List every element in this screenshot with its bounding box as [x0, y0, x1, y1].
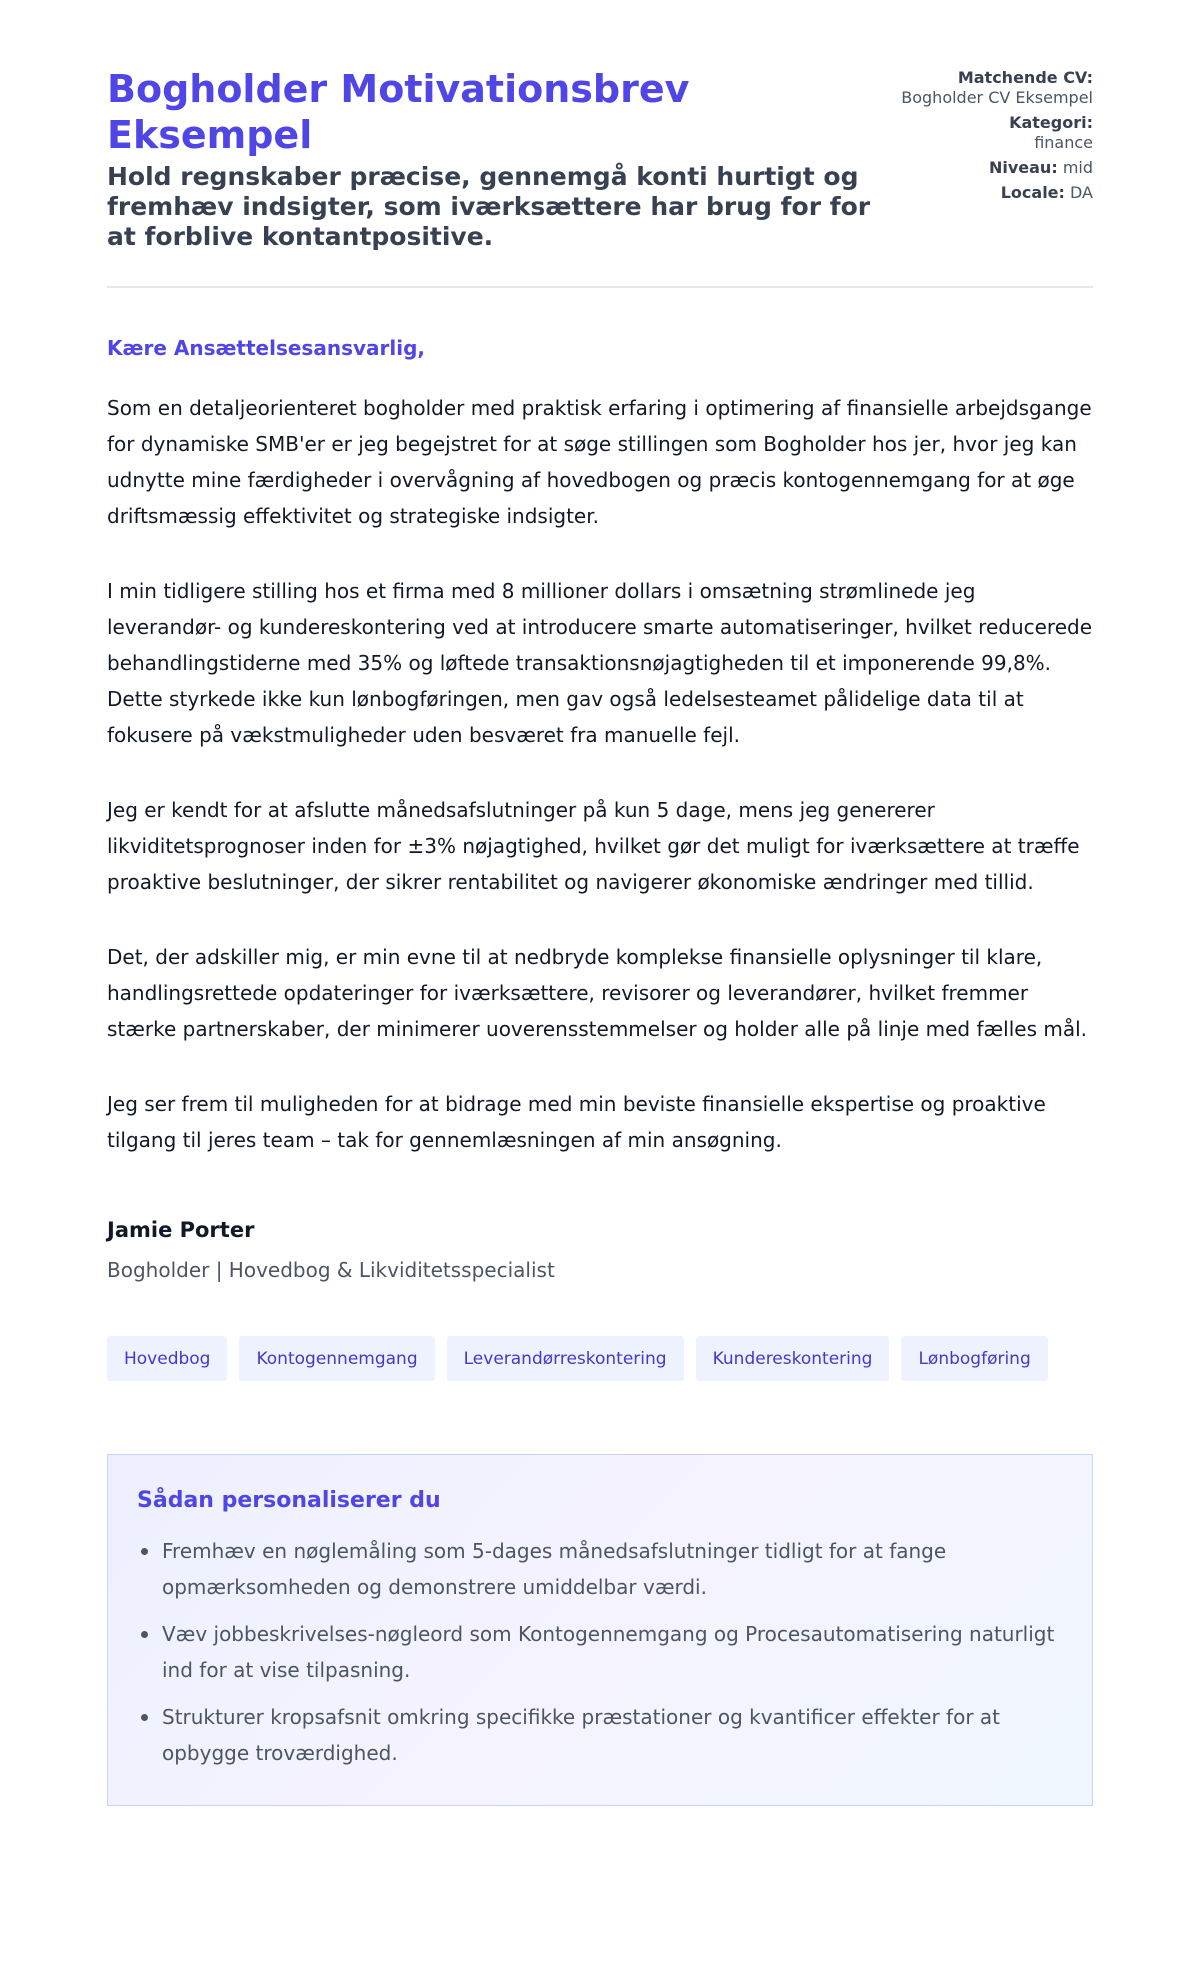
meta-cv-label: Matchende CV: — [957, 68, 1093, 87]
bullet-icon — [141, 1631, 148, 1638]
meta-category-label: Kategori: — [1009, 113, 1093, 132]
letter-body — [107, 288, 1093, 1806]
meta-locale — [896, 183, 1093, 203]
meta-level-value: mid — [1062, 158, 1093, 177]
meta-locale-value: DA — [1070, 183, 1093, 202]
tag-lonbogforing: Lønbogføring — [901, 1336, 1047, 1381]
list-item — [137, 1616, 1062, 1688]
letter-paragraph-4: Det, der adskiller mig, er min evne til at nedbryde komplekse finansielle oplysninger til klare, handlingsrettede opdateringer for iværksættere, revisorer og leverandører, hvilket fremmer stærke partnerskaber, der minimerer uoverensstemmelser og holder alle på linje med fælles mål. — [107, 945, 1088, 1041]
header-left — [107, 66, 896, 252]
signature-title: Bogholder | Hovedbog & Likviditetsspecialist — [107, 1258, 555, 1282]
letter-paragraph-5: Jeg ser frem til muligheden for at bidrage med min beviste finansielle ekspertise og proaktive tilgang til jeres team – tak for gennemlæsningen af min ansøgning. — [107, 1092, 1046, 1152]
skill-tags — [107, 1336, 1093, 1381]
tips-list — [137, 1533, 1062, 1771]
tip-text: Strukturer kropsafsnit omkring specifikke præstationer og kvantificer effekter for at opbygge troværdighed. — [162, 1705, 1000, 1765]
tag-hovedbog: Hovedbog — [107, 1336, 227, 1381]
list-item — [137, 1699, 1062, 1771]
meta-level — [896, 158, 1093, 178]
meta-level-label: Niveau: — [988, 158, 1058, 177]
tip-text: Fremhæv en nøglemåling som 5-dages månedsafslutninger tidligt for at fange opmærksomheden og demonstrere umiddelbar værdi. — [162, 1539, 947, 1599]
personalization-tips — [107, 1454, 1093, 1806]
letter-paragraph-3: Jeg er kendt for at afslutte månedsafslutninger på kun 5 dage, mens jeg genererer likviditetsprognoser inden for ±3% nøjagtighed, hvilket gør det muligt for iværksættere at træffe proaktive beslutninger, der sikrer rentabilitet og navigerer økonomiske ændringer med tillid. — [107, 798, 1080, 894]
page-subtitle: Hold regnskaber præcise, gennemgå konti hurtigt og fremhæv indsigter, som iværksættere har brug for for at forblive kontantpositive. — [107, 162, 871, 251]
tip-text: Væv jobbeskrivelses-nøgleord som Kontogennemgang og Procesautomatisering naturligt ind for at vise tilpasning. — [162, 1622, 1055, 1682]
tag-kundereskontering: Kundereskontering — [696, 1336, 890, 1381]
bullet-icon — [141, 1548, 148, 1555]
meta-cv — [896, 68, 1093, 108]
meta-category-value: finance — [1034, 133, 1093, 152]
bullet-icon — [141, 1714, 148, 1721]
letter-paragraph-1: Som en detaljeorienteret bogholder med praktisk erfaring i optimering af finansielle arbejdsgange for dynamiske SMB'er er jeg begejstret for at søge stillingen som Bogholder hos jer, hvor jeg kan udnytte mine færdigheder i overvågning af hovedbogen og præcis kontogennemgang for at øge driftsmæssig effektivitet og strategiske indsigter. — [107, 396, 1092, 528]
tag-kontogennemgang: Kontogennemgang — [239, 1336, 434, 1381]
meta-cv-value: Bogholder CV Eksempel — [901, 88, 1093, 107]
letter-greeting: Kære Ansættelsesansvarlig, — [107, 336, 425, 360]
signature — [107, 1216, 1093, 1284]
list-item — [137, 1533, 1062, 1605]
meta-locale-label: Locale: — [1000, 183, 1065, 202]
signature-name: Jamie Porter — [107, 1218, 255, 1242]
meta-category — [896, 113, 1093, 153]
tag-leverandorreskontering: Leverandørreskontering — [447, 1336, 684, 1381]
page-title: Bogholder Motivationsbrev Eksempel — [107, 67, 690, 157]
meta-panel — [896, 68, 1093, 208]
header — [107, 0, 1093, 288]
letter-paragraph-2: I min tidligere stilling hos et firma med 8 millioner dollars i omsætning strømlinede jeg leverandør- og kundereskontering ved at introducere smarte automatiseringer, hvilket reducerede behandlingstiderne med 35% og løftede transaktionsnøjagtigheden til et imponerende 99,8%. Dette styrkede ikke kun lønbogføringen, men gav også ledelsesteamet pålidelige data til at fokusere på vækstmuligheder uden besværet fra manuelle fejl. — [107, 579, 1093, 747]
tips-title: Sådan personaliserer du — [137, 1488, 441, 1513]
